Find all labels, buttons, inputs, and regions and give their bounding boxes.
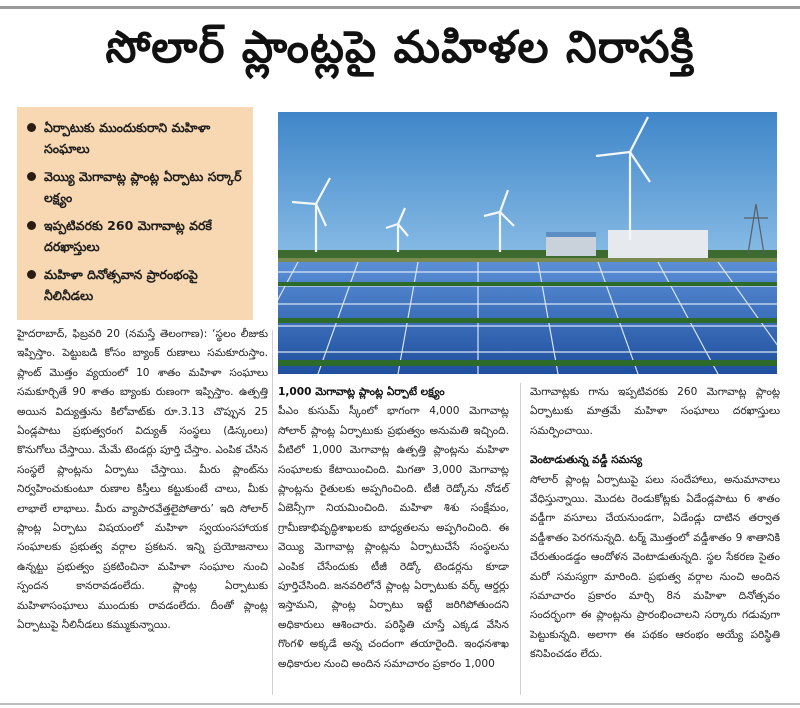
bullet-icon bbox=[27, 172, 36, 181]
highlight-text: ఇప్పటివరకు 260 మెగావాట్ల వరకే దరఖాస్తులు bbox=[44, 218, 212, 254]
subheading: వెంటాడుతున్న వడ్డీ సమస్య bbox=[530, 454, 643, 467]
highlight-item bbox=[25, 215, 245, 257]
article-column-1 bbox=[17, 325, 268, 636]
highlights-box bbox=[17, 107, 253, 320]
top-rule bbox=[0, 6, 800, 9]
article-paragraph: హైదరాబాద్, ఫిబ్రవరి 20 (నమస్తే తెలంగాణ): ‘స్థలం లీజుకు ఇప్పిస్తాం. పెట్టుబడి కోసం బ్యాంక్ రుణాలు సమకూరుస్తాం. ప్లాంట్ మొత్తం వ్యయంలో 10 శాతం మహిళా సంఘాలు సమకూర్చితే 90 శాతం బ్యాంకు రుణంగా ఇప్పిస్తాం. ఉత్పత్తి అయిన విద్యుత్తును కిలోవాట్‌కు రూ.3.13 చొప్పున 25 ఏండ్లపాటు ప్రభుత్వరంగ విద్యుత్ సంస్థలు (డిస్కంలు) కొనుగోలు చేస్తాయి. మేమే టెండర్లు పూర్తి చేస్తాం. ఎంపిక చేసిన సంస్థలే ప్లాంట్లను ఏర్పాటు చేస్తాయి. మీరు ప్లాంట్‌ను నిర్వహించుకుంటూ రుణాల కిస్తీలు కట్టుకుంటే చాలు, మీకు లాభాలే లాభాలు. మీరు వ్యాపారవేత్తలైపోతారు’ ఇది సోలార్ ప్లాంట్ల ఏర్పాటు విషయంలో మహిళా స్వయంసహాయక సంఘాలకు ప్రభుత్వ వర్గాల ప్రకటన. ఇన్ని ప్రయోజనాలు ఉన్నట్టు ప్రభుత్వం ప్రకటించినా మహిళా సంఘాల నుంచి స్పందన కానరావడంలేదు. ప్లాంట్ల ఏర్పాటుకు మహిళాసంఘాలు ముందుకు రావడంలేదు. దీంతో ప్లాంట్ల ఏర్పాటుపై నీలినీడలు కమ్ముకున్నాయి. bbox=[17, 328, 268, 632]
highlight-text: మహిళా దినోత్సవాన ప్రారంభంపై నీలినీడలు bbox=[44, 267, 198, 303]
highlight-item bbox=[25, 117, 245, 159]
column-divider bbox=[520, 383, 521, 695]
article-column-2 bbox=[278, 383, 509, 674]
bullet-icon bbox=[27, 123, 36, 132]
subheading: 1,000 మెగావాట్ల ప్లాంట్ల ఏర్పాటే లక్ష్యం bbox=[278, 386, 445, 398]
headline: సోలార్ ప్లాంట్లపై మహిళల నిరాసక్తి bbox=[105, 22, 695, 73]
bullet-icon bbox=[27, 221, 36, 230]
bullet-icon bbox=[27, 270, 36, 279]
highlight-item bbox=[25, 166, 245, 208]
column-divider bbox=[272, 330, 273, 695]
highlight-item bbox=[25, 264, 245, 306]
highlight-text: ఏర్పాటుకు ముందుకురాని మహిళా సంఘాలు bbox=[44, 120, 211, 156]
solar-plant-photo bbox=[278, 112, 777, 374]
bottom-rule bbox=[0, 703, 800, 705]
article-paragraph: మెగావాట్లకు గాను ఇప్పటివరకు 260 మెగావాట్ల ప్లాంట్ల ఏర్పాటుకు మాత్రమే మహిళా సంఘాలు దరఖాస్తులు సమర్పించాయి. bbox=[530, 386, 780, 437]
highlight-text: వెయ్యి మెగావాట్ల ప్లాంట్ల ఏర్పాటు సర్కార్ లక్ష్యం bbox=[44, 169, 242, 205]
article-column-3 bbox=[530, 383, 780, 665]
article-paragraph: సోలార్ ప్లాంట్ల ఏర్పాటుపై పలు సందేహాలు, అనుమానాలు వేధిస్తున్నాయి. మొదట రెండుకోట్లకు ఏడేండ్లపాటు 6 శాతం వడ్డీగా వసూలు చేయనుండగా, ఏడేండ్లు దాటిన తర్వాత వడ్డీశాతం పెరగనున్నది. టర్మ్ మొత్తంలో వడ్డీశాతం 9 శాతానికి చేరుతుండడ్డం ఆందోళన వెంటాడుతున్నది. స్థల సేకరణ సైతం మరో సమస్యగా మారింది. ప్రభుత్వ వర్గాల నుంచి అందిన సమాచారం ప్రకారం మార్చి 8న మహిళా దినోత్సవం సందర్భంగా ఈ ప్లాంట్లను ప్రారంభించాలని సర్కారు గడువుగా పెట్టుకున్నది. అలాగా ఈ పథకం ఆరంభం అయ్యే పరిస్థితి కనిపించడం లేదు. bbox=[530, 473, 780, 661]
solar-panels-wind-turbines-photo bbox=[278, 112, 777, 374]
article-paragraph: పీఎం కుసుమ్ స్కీంలో భాగంగా 4,000 మెగావాట్ల సోలార్ ప్లాంట్ల ఏర్పాటుకు ప్రభుత్వం అనుమతి ఇచ్చింది. వీటిలో 1,000 మెగావాట్ల ఉత్పత్తి ప్లాంట్లను మహిళా సంఘాలకు కేటాయించింది. మిగతా 3,000 మెగావాట్ల ప్లాంట్లను రైతులకు అప్పగించింది. టీజీ రెడ్కోను నోడల్ ఏజెన్సీగా నియమించింది. మహిళా శిశు సంక్షేమం, గ్రామీణాభివృద్ధిశాఖలకు బాధ్యతలను అప్పగించింది. ఈ వెయ్యి మెగావాట్ల ప్లాంట్లను ఏర్పాటుచేసే సంస్థలను ఎంపిక చేసేందుకు టీజీ రెడ్కో టెండర్లను కూడా పూర్తిచేసింది. జనవరిలోనే ప్లాంట్ల ఏర్పాటుకు వర్క్ ఆర్డర్లు ఇస్తామని, ప్లాంట్ల ఏర్పాటు ఇట్టే జరిగిపోతుందని అధికారులు ఆశించారు. పరిస్థితి చూస్తే ఎక్కడ వేసిన గొంగళి అక్కడే అన్న చందంగా తయారైంది. ఇంధనశాఖ అధికారుల నుంచి అందిన సమాచారం ప్రకారం 1,000 bbox=[278, 405, 509, 670]
